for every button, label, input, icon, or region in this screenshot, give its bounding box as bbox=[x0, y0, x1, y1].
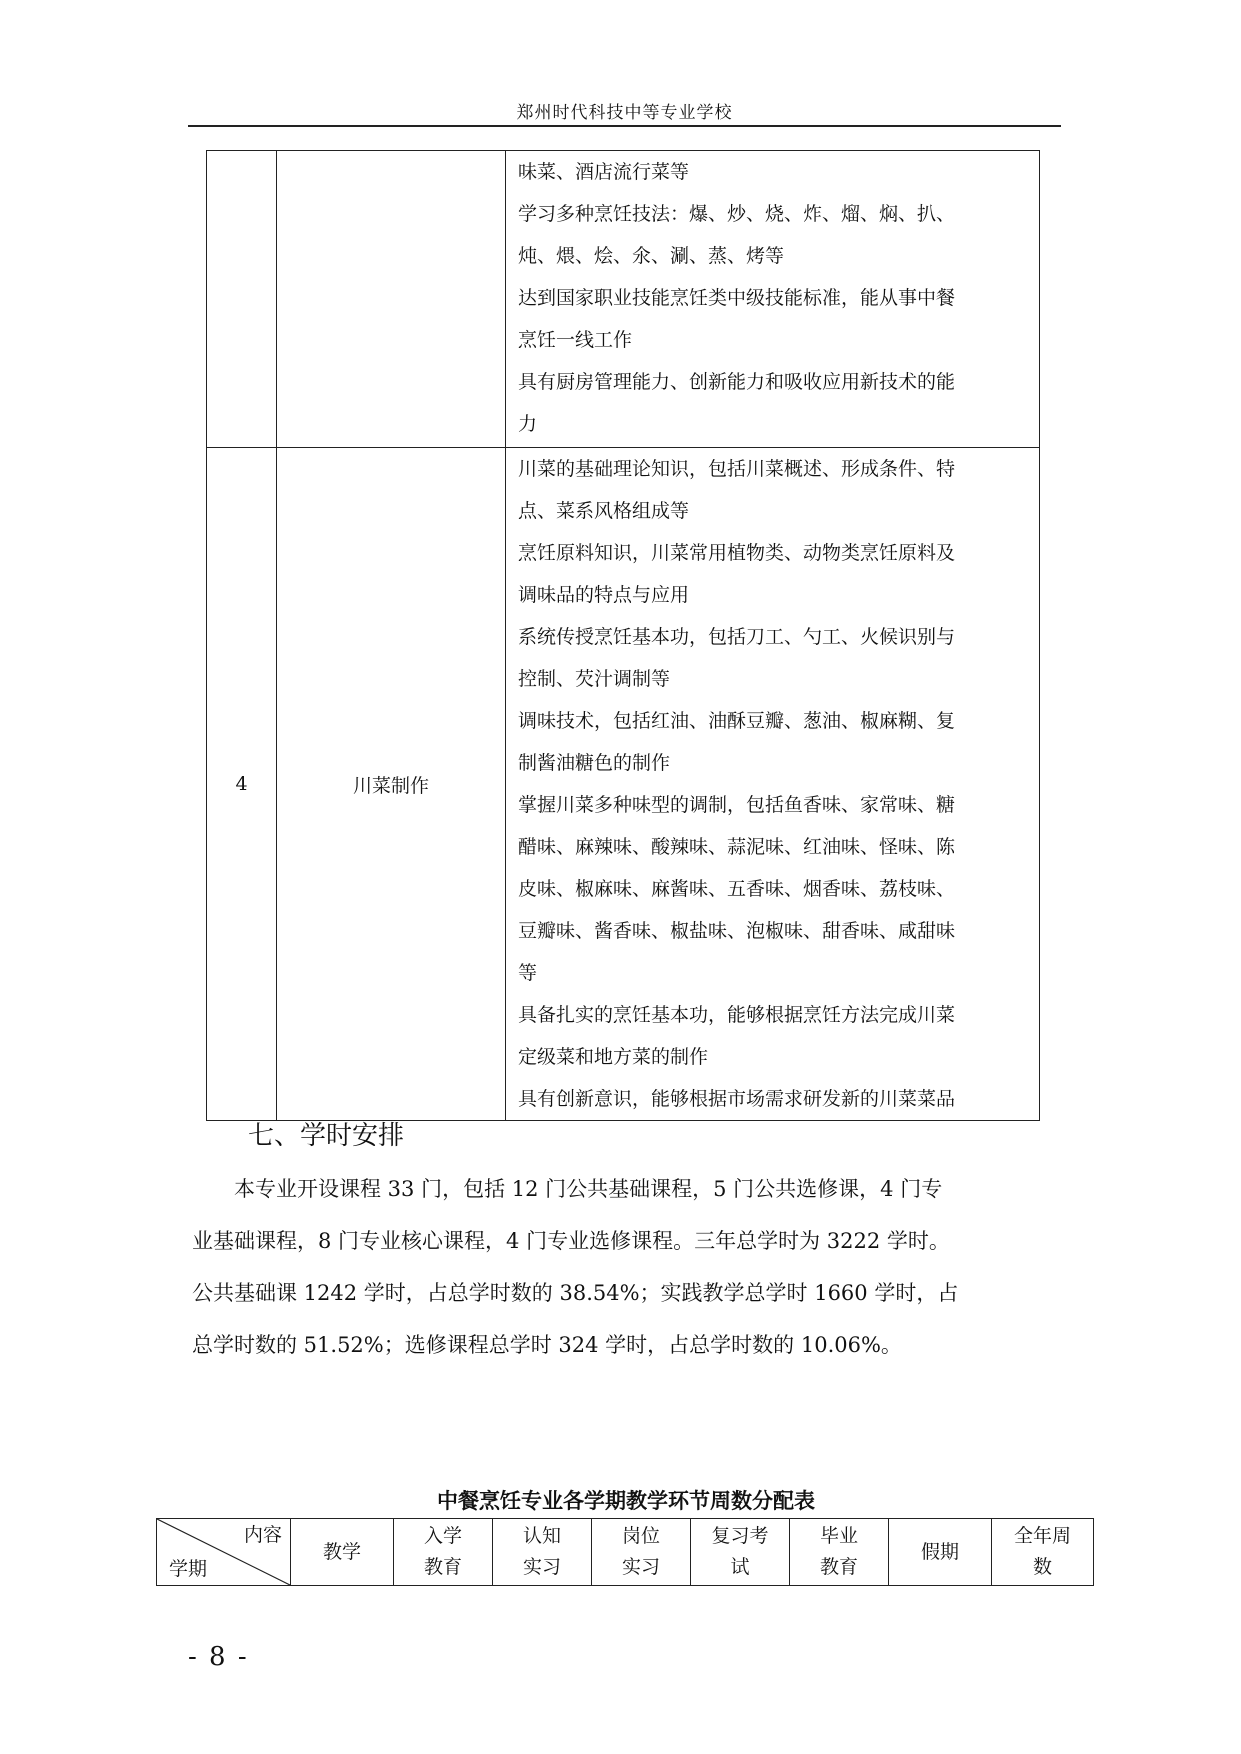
desc-line: 控制、芡汁调制等 bbox=[518, 668, 671, 690]
desc-line: 掌握川菜多种味型的调制，包括鱼香味、家常味、糖 bbox=[518, 794, 956, 816]
column-header-line: 岗位 bbox=[621, 1525, 660, 1547]
paragraph-line: 业基础课程，8 门专业核心课程，4 门专业选修课程。三年总学时为 3222 学时。 bbox=[192, 1229, 950, 1253]
column-header-line: 复习考 bbox=[711, 1525, 769, 1547]
column-header-line: 全年周 bbox=[1013, 1525, 1071, 1547]
column-header-line: 试 bbox=[730, 1556, 750, 1578]
desc-line: 具备扎实的烹饪基本功，能够根据烹饪方法完成川菜 bbox=[518, 1004, 956, 1026]
column-header-line: 教育 bbox=[423, 1556, 462, 1578]
desc-line: 达到国家职业技能烹饪类中级技能标准，能从事中餐 bbox=[518, 287, 956, 309]
course-name bbox=[277, 151, 506, 448]
column-header bbox=[291, 1519, 394, 1586]
course-number: 4 bbox=[207, 448, 277, 1121]
desc-line: 学习多种烹饪技法：爆、炒、烧、炸、熘、焖、扒、 bbox=[518, 203, 956, 225]
desc-line: 点、菜系风格组成等 bbox=[518, 500, 690, 522]
paragraph-line: 公共基础课 1242 学时，占总学时数的 38.54%；实践教学总学时 1660 学时，占 bbox=[192, 1281, 959, 1305]
course-description bbox=[506, 448, 1040, 1121]
desc-line: 制酱油糖色的制作 bbox=[518, 752, 671, 774]
desc-line: 力 bbox=[518, 413, 538, 435]
header-rule bbox=[188, 125, 1061, 127]
column-header bbox=[394, 1519, 493, 1586]
page-header: 郑州时代科技中等专业学校 bbox=[516, 103, 733, 123]
corner-label-content: 内容 bbox=[243, 1524, 282, 1546]
column-header-line: 实习 bbox=[621, 1556, 660, 1578]
table-caption: 中餐烹饪专业各学期教学环节周数分配表 bbox=[437, 1488, 815, 1513]
desc-line: 具有创新意识，能够根据市场需求研发新的川菜菜品 bbox=[518, 1088, 956, 1110]
desc-line: 醋味、麻辣味、酸辣味、蒜泥味、红油味、怪味、陈 bbox=[518, 836, 956, 858]
column-header-line: 入学 bbox=[423, 1525, 462, 1547]
desc-line: 定级菜和地方菜的制作 bbox=[518, 1046, 709, 1068]
column-header-line: 认知 bbox=[522, 1525, 561, 1547]
column-header-line: 毕业 bbox=[819, 1525, 858, 1547]
column-header bbox=[691, 1519, 790, 1586]
desc-line: 味菜、酒店流行菜等 bbox=[518, 161, 690, 183]
desc-line: 调味技术，包括红油、油酥豆瓣、葱油、椒麻糊、复 bbox=[518, 710, 956, 732]
desc-line: 具有厨房管理能力、创新能力和吸收应用新技术的能 bbox=[518, 371, 956, 393]
table-row bbox=[207, 151, 1040, 448]
week-allocation-table bbox=[156, 1518, 1094, 1586]
column-header-line: 实习 bbox=[522, 1556, 561, 1578]
section-title: 七、学时安排 bbox=[248, 1121, 405, 1151]
corner-label-term: 学期 bbox=[169, 1558, 208, 1580]
column-header bbox=[790, 1519, 889, 1586]
column-header bbox=[992, 1519, 1094, 1586]
table-header-row bbox=[157, 1519, 1094, 1586]
desc-line: 豆瓣味、酱香味、椒盐味、泡椒味、甜香味、咸甜味 bbox=[518, 920, 956, 942]
course-name: 川菜制作 bbox=[277, 448, 506, 1121]
column-header-line: 假期 bbox=[920, 1540, 959, 1563]
desc-line: 等 bbox=[518, 962, 538, 984]
body-paragraph bbox=[192, 1163, 1054, 1371]
paragraph-line: 本专业开设课程 33 门，包括 12 门公共基础课程，5 门公共选修课，4 门专 bbox=[234, 1177, 943, 1201]
desc-line: 川菜的基础理论知识，包括川菜概述、形成条件、特 bbox=[518, 458, 956, 480]
column-header bbox=[493, 1519, 592, 1586]
column-header-line: 教学 bbox=[322, 1540, 361, 1563]
desc-line: 皮味、椒麻味、麻酱味、五香味、烟香味、荔枝味、 bbox=[518, 878, 956, 900]
table-row bbox=[207, 448, 1040, 1121]
desc-line: 调味品的特点与应用 bbox=[518, 584, 690, 606]
column-header bbox=[889, 1519, 992, 1586]
course-table bbox=[206, 150, 1040, 1121]
column-header-line: 数 bbox=[1032, 1556, 1052, 1578]
column-header-line: 教育 bbox=[819, 1556, 858, 1578]
page-number: - 8 - bbox=[188, 1642, 249, 1672]
desc-line: 系统传授烹饪基本功，包括刀工、勺工、火候识别与 bbox=[518, 626, 956, 648]
desc-line: 烹饪一线工作 bbox=[518, 329, 633, 351]
desc-line: 烹饪原料知识，川菜常用植物类、动物类烹饪原料及 bbox=[518, 542, 956, 564]
course-description bbox=[506, 151, 1040, 448]
paragraph-line: 总学时数的 51.52%；选修课程总学时 324 学时，占总学时数的 10.06%。 bbox=[192, 1333, 902, 1357]
desc-line: 炖、煨、烩、氽、涮、蒸、烤等 bbox=[518, 245, 785, 267]
diagonal-header-cell bbox=[157, 1519, 291, 1586]
course-number bbox=[207, 151, 277, 448]
column-header bbox=[592, 1519, 691, 1586]
